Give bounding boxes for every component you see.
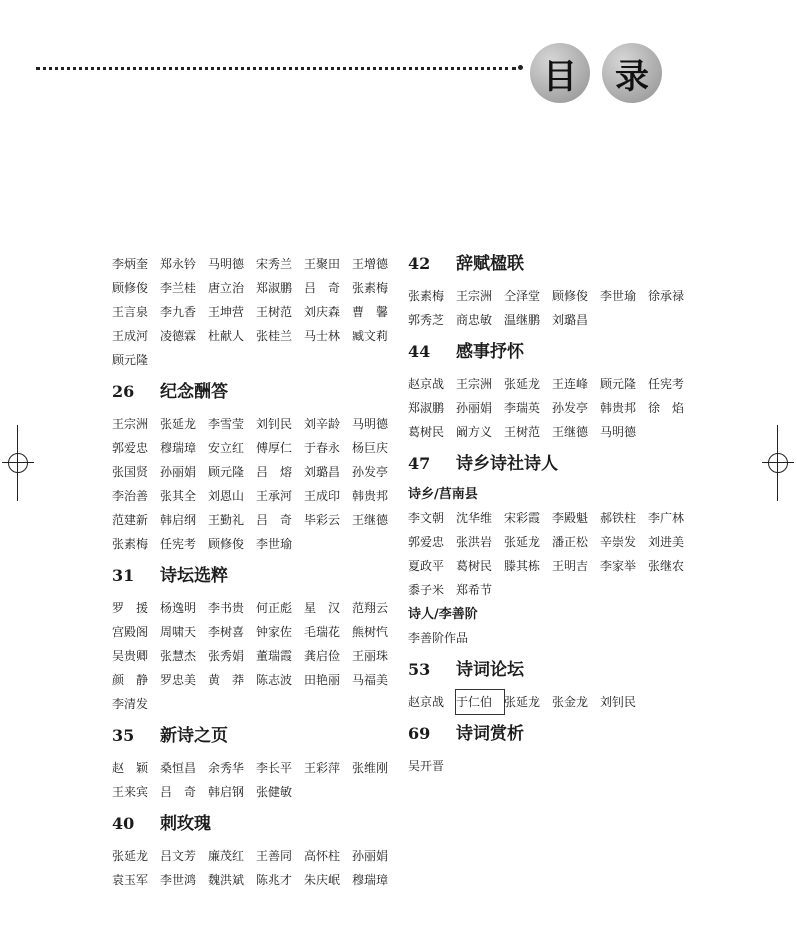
section-title: 新诗之页 xyxy=(160,726,228,746)
crop-tick-left-top xyxy=(17,425,18,447)
toc-name: 王增德 xyxy=(352,257,389,271)
section-title: 诗词赏析 xyxy=(456,724,524,744)
toc-name: 吴开晋 xyxy=(408,759,445,773)
toc-section-44 xyxy=(408,340,698,444)
toc-name: 郑淑鹏 xyxy=(256,281,293,295)
toc-name: 顾修俊 xyxy=(208,537,245,551)
section-title: 辞赋楹联 xyxy=(456,254,524,274)
toc-section-35 xyxy=(112,724,402,804)
section-heading[interactable] xyxy=(408,340,698,364)
subsection-heading[interactable]: 诗乡/莒南县 xyxy=(408,487,478,502)
toc-name: 龚启俭 xyxy=(304,649,341,663)
toc-name: 张秀娟 xyxy=(208,649,245,663)
toc-name: 徐 焰 xyxy=(648,401,685,415)
toc-name: 董瑞霞 xyxy=(256,649,293,663)
toc-name: 李书贵 xyxy=(208,601,245,615)
toc-name: 顾修俊 xyxy=(112,281,149,295)
toc-name: 宋秀兰 xyxy=(256,257,293,271)
toc-name: 刘辛龄 xyxy=(304,417,341,431)
toc-name: 李殿魁 xyxy=(552,511,589,525)
toc-name: 刘璐昌 xyxy=(304,465,341,479)
toc-name: 李家举 xyxy=(600,559,637,573)
toc-name: 高怀柱 xyxy=(304,849,341,863)
page-number: 26 xyxy=(112,382,135,401)
toc-name: 张延龙 xyxy=(504,695,541,709)
toc-name: 钟家佐 xyxy=(256,625,293,639)
toc-name: 于春永 xyxy=(304,441,341,455)
title-char-1: 目 xyxy=(530,43,590,103)
toc-name: 曹 馨 xyxy=(352,305,389,319)
section-title: 诗坛选粹 xyxy=(160,566,228,586)
toc-name: 安立红 xyxy=(208,441,245,455)
toc-name: 李世瑜 xyxy=(600,289,637,303)
toc-name: 王成印 xyxy=(304,489,341,503)
toc-name: 颜 静 xyxy=(112,673,149,687)
section-title: 诗词论坛 xyxy=(456,660,524,680)
toc-name: 王勤礼 xyxy=(208,513,245,527)
toc-name: 孙丽娟 xyxy=(160,465,197,479)
toc-name: 辛崇发 xyxy=(600,535,637,549)
toc-left-column xyxy=(112,252,402,894)
toc-name: 李九香 xyxy=(160,305,197,319)
toc-name: 王宗洲 xyxy=(112,417,149,431)
toc-name-highlighted[interactable]: 于仁伯 xyxy=(456,690,504,714)
toc-name: 黄 莽 xyxy=(208,673,245,687)
toc-name: 韩启钢 xyxy=(208,785,245,799)
toc-name: 傅厚仁 xyxy=(256,441,293,455)
page-number: 31 xyxy=(112,566,135,585)
toc-name: 刘钊民 xyxy=(600,695,637,709)
toc-name: 马明德 xyxy=(352,417,389,431)
toc-name: 张桂兰 xyxy=(256,329,293,343)
toc-name: 范建新 xyxy=(112,513,149,527)
toc-name: 魏洪斌 xyxy=(208,873,245,887)
toc-name: 马明德 xyxy=(600,425,637,439)
toc-section-42 xyxy=(408,252,698,332)
section-names xyxy=(408,284,698,332)
toc-name: 吕文芳 xyxy=(160,849,197,863)
section-names xyxy=(408,690,698,714)
toc-name: 李清发 xyxy=(112,697,149,711)
page-number: 40 xyxy=(112,814,135,833)
section-title: 刺玫瑰 xyxy=(160,814,211,834)
subsection-text: 李善阶作品 xyxy=(408,631,469,645)
toc-name: 刘恩山 xyxy=(208,489,245,503)
toc-name: 夏政平 xyxy=(408,559,445,573)
toc-name: 凌德霖 xyxy=(160,329,197,343)
toc-name: 李文朝 xyxy=(408,511,445,525)
toc-name: 毛瑞花 xyxy=(304,625,341,639)
section-names xyxy=(112,756,402,804)
toc-name: 吕 奇 xyxy=(160,785,197,799)
toc-name: 李瑞英 xyxy=(504,401,541,415)
toc-section-40 xyxy=(112,812,402,892)
toc-name: 马明德 xyxy=(208,257,245,271)
toc-name: 郑永钤 xyxy=(160,257,197,271)
toc-name: 张其全 xyxy=(160,489,197,503)
toc-name: 张素梅 xyxy=(352,281,389,295)
toc-name: 孙发亭 xyxy=(352,465,389,479)
toc-name: 王继德 xyxy=(352,513,389,527)
page-number: 47 xyxy=(408,454,431,473)
crop-tick-right-bottom xyxy=(777,479,778,501)
toc-name: 臧文莉 xyxy=(352,329,389,343)
page-number: 44 xyxy=(408,342,431,361)
toc-name: 李雪莹 xyxy=(208,417,245,431)
toc-name: 滕其栋 xyxy=(504,559,541,573)
toc-name: 王连峰 xyxy=(552,377,589,391)
toc-name: 周啸天 xyxy=(160,625,197,639)
toc-name: 刘璐昌 xyxy=(552,313,589,327)
toc-name: 郝铁柱 xyxy=(600,511,637,525)
toc-name: 张延龙 xyxy=(504,535,541,549)
toc-name: 张维刚 xyxy=(352,761,389,775)
toc-name: 吴贵卿 xyxy=(112,649,149,663)
toc-name: 刘钊民 xyxy=(256,417,293,431)
toc-name: 王成河 xyxy=(112,329,149,343)
toc-section-53 xyxy=(408,658,698,714)
toc-name: 任宪考 xyxy=(648,377,685,391)
toc-name: 张国贤 xyxy=(112,465,149,479)
toc-name: 张延龙 xyxy=(504,377,541,391)
toc-name: 杨逸明 xyxy=(160,601,197,615)
toc-name: 陈兆才 xyxy=(256,873,293,887)
toc-name: 马士林 xyxy=(304,329,341,343)
toc-name: 杨巨庆 xyxy=(352,441,389,455)
section-names xyxy=(408,372,698,444)
toc-section-26 xyxy=(112,380,402,556)
toc-name: 吕 奇 xyxy=(304,281,341,295)
toc-name: 马福美 xyxy=(352,673,389,687)
toc-section-31 xyxy=(112,564,402,716)
toc-name: 毕彩云 xyxy=(304,513,341,527)
section-names xyxy=(408,506,698,602)
toc-name: 赵京战 xyxy=(408,695,445,709)
toc-name: 张慧杰 xyxy=(160,649,197,663)
toc-name: 葛树民 xyxy=(456,559,493,573)
toc-name: 郭爱忠 xyxy=(408,535,445,549)
section-heading[interactable] xyxy=(408,452,698,476)
toc-name: 韩贵邦 xyxy=(600,401,637,415)
toc-name: 桑恒昌 xyxy=(160,761,197,775)
subsection-heading[interactable]: 诗人/李善阶 xyxy=(408,607,478,622)
section-names xyxy=(408,754,698,778)
toc-name: 刘进美 xyxy=(648,535,685,549)
toc-name: 顾修俊 xyxy=(552,289,589,303)
toc-name: 葛树民 xyxy=(408,425,445,439)
toc-name: 袁玉军 xyxy=(112,873,149,887)
toc-name: 王丽珠 xyxy=(352,649,389,663)
page-number: 53 xyxy=(408,660,431,679)
toc-name: 王继德 xyxy=(552,425,589,439)
toc-name: 穆瑞璋 xyxy=(160,441,197,455)
toc-name: 孙丽娟 xyxy=(352,849,389,863)
toc-name: 王来宾 xyxy=(112,785,149,799)
toc-name: 李长平 xyxy=(256,761,293,775)
toc-name: 陈志波 xyxy=(256,673,293,687)
toc-name: 王聚田 xyxy=(304,257,341,271)
header-dotted-rule-end xyxy=(518,65,523,70)
toc-name: 王言泉 xyxy=(112,305,149,319)
toc-name: 郭爱忠 xyxy=(112,441,149,455)
toc-name: 沈华维 xyxy=(456,511,493,525)
toc-section-47 xyxy=(408,452,698,650)
toc-name: 唐立治 xyxy=(208,281,245,295)
toc-name: 赵 颖 xyxy=(112,761,149,775)
toc-name: 王树范 xyxy=(256,305,293,319)
toc-name: 顾元隆 xyxy=(112,353,149,367)
page-number: 69 xyxy=(408,724,431,743)
toc-name: 张洪岩 xyxy=(456,535,493,549)
toc-name: 李炳奎 xyxy=(112,257,149,271)
section-names xyxy=(112,596,402,716)
section-heading[interactable] xyxy=(408,252,698,276)
toc-name: 张金龙 xyxy=(552,695,589,709)
toc-name: 顾元隆 xyxy=(208,465,245,479)
header-dotted-rule xyxy=(36,67,516,70)
toc-name: 李广林 xyxy=(648,511,685,525)
toc-name: 张素梅 xyxy=(112,537,149,551)
toc-name: 余秀华 xyxy=(208,761,245,775)
crop-tick-left-bottom xyxy=(17,479,18,501)
toc-name: 李世鸿 xyxy=(160,873,197,887)
toc-name: 潘正松 xyxy=(552,535,589,549)
section-heading[interactable] xyxy=(112,812,402,836)
toc-name: 宫殿阁 xyxy=(112,625,149,639)
toc-name: 李世瑜 xyxy=(256,537,293,551)
page-number: 42 xyxy=(408,254,431,273)
toc-name: 徐承禄 xyxy=(648,289,685,303)
toc-name: 韩贵邦 xyxy=(352,489,389,503)
section-heading[interactable] xyxy=(408,722,698,746)
section-heading[interactable] xyxy=(408,658,698,682)
toc-name: 罗忠美 xyxy=(160,673,197,687)
toc-name: 李治善 xyxy=(112,489,149,503)
toc-name: 廉茂红 xyxy=(208,849,245,863)
section-title: 纪念酬答 xyxy=(160,382,228,402)
section-names xyxy=(112,844,402,892)
toc-right-column xyxy=(408,252,698,780)
toc-name: 范翔云 xyxy=(352,601,389,615)
section-heading[interactable] xyxy=(112,564,402,588)
toc-name: 刘庆森 xyxy=(304,305,341,319)
toc-name: 赵京战 xyxy=(408,377,445,391)
toc-name: 商忠敏 xyxy=(456,313,493,327)
toc-name: 李树喜 xyxy=(208,625,245,639)
toc-name: 郑希节 xyxy=(456,583,493,597)
intro-names xyxy=(112,252,402,372)
toc-name: 阚方义 xyxy=(456,425,493,439)
toc-name: 吕 熔 xyxy=(256,465,293,479)
toc-name: 王善同 xyxy=(256,849,293,863)
toc-name: 张延龙 xyxy=(160,417,197,431)
toc-name: 任宪考 xyxy=(160,537,197,551)
toc-name: 何正彪 xyxy=(256,601,293,615)
toc-name: 张健敏 xyxy=(256,785,293,799)
toc-name: 张素梅 xyxy=(408,289,445,303)
toc-name: 李兰桂 xyxy=(160,281,197,295)
crop-tick-right-top xyxy=(777,425,778,447)
toc-name: 王宗洲 xyxy=(456,289,493,303)
toc-name: 熊树忾 xyxy=(352,625,389,639)
toc-name: 韩启纲 xyxy=(160,513,197,527)
toc-name: 黍子米 xyxy=(408,583,445,597)
toc-name: 穆瑞璋 xyxy=(352,873,389,887)
section-title: 诗乡诗社诗人 xyxy=(456,454,558,474)
toc-name: 宋彩霞 xyxy=(504,511,541,525)
section-heading[interactable] xyxy=(112,724,402,748)
toc-name: 吕 奇 xyxy=(256,513,293,527)
toc-name: 温继鹏 xyxy=(504,313,541,327)
section-heading[interactable] xyxy=(112,380,402,404)
section-title: 感事抒怀 xyxy=(456,342,524,362)
toc-name: 王彩萍 xyxy=(304,761,341,775)
toc-name: 朱庆岷 xyxy=(304,873,341,887)
toc-name: 田艳丽 xyxy=(304,673,341,687)
toc-name: 王明吉 xyxy=(552,559,589,573)
toc-name: 星 汉 xyxy=(304,601,341,615)
toc-name: 王承河 xyxy=(256,489,293,503)
toc-name: 王宗洲 xyxy=(456,377,493,391)
page-number: 35 xyxy=(112,726,135,745)
toc-name: 顾元隆 xyxy=(600,377,637,391)
toc-name: 张继农 xyxy=(648,559,685,573)
toc-name: 孙丽娟 xyxy=(456,401,493,415)
toc-section-69 xyxy=(408,722,698,778)
toc-name: 王坤营 xyxy=(208,305,245,319)
toc-name: 张延龙 xyxy=(112,849,149,863)
toc-name: 郭秀芝 xyxy=(408,313,445,327)
toc-name: 王树范 xyxy=(504,425,541,439)
toc-name: 孙发亭 xyxy=(552,401,589,415)
toc-name: 罗 援 xyxy=(112,601,149,615)
toc-name: 杜献人 xyxy=(208,329,245,343)
section-names xyxy=(112,412,402,556)
toc-name: 仝泽堂 xyxy=(504,289,541,303)
title-char-2: 录 xyxy=(602,43,662,103)
toc-name: 郑淑鹏 xyxy=(408,401,445,415)
